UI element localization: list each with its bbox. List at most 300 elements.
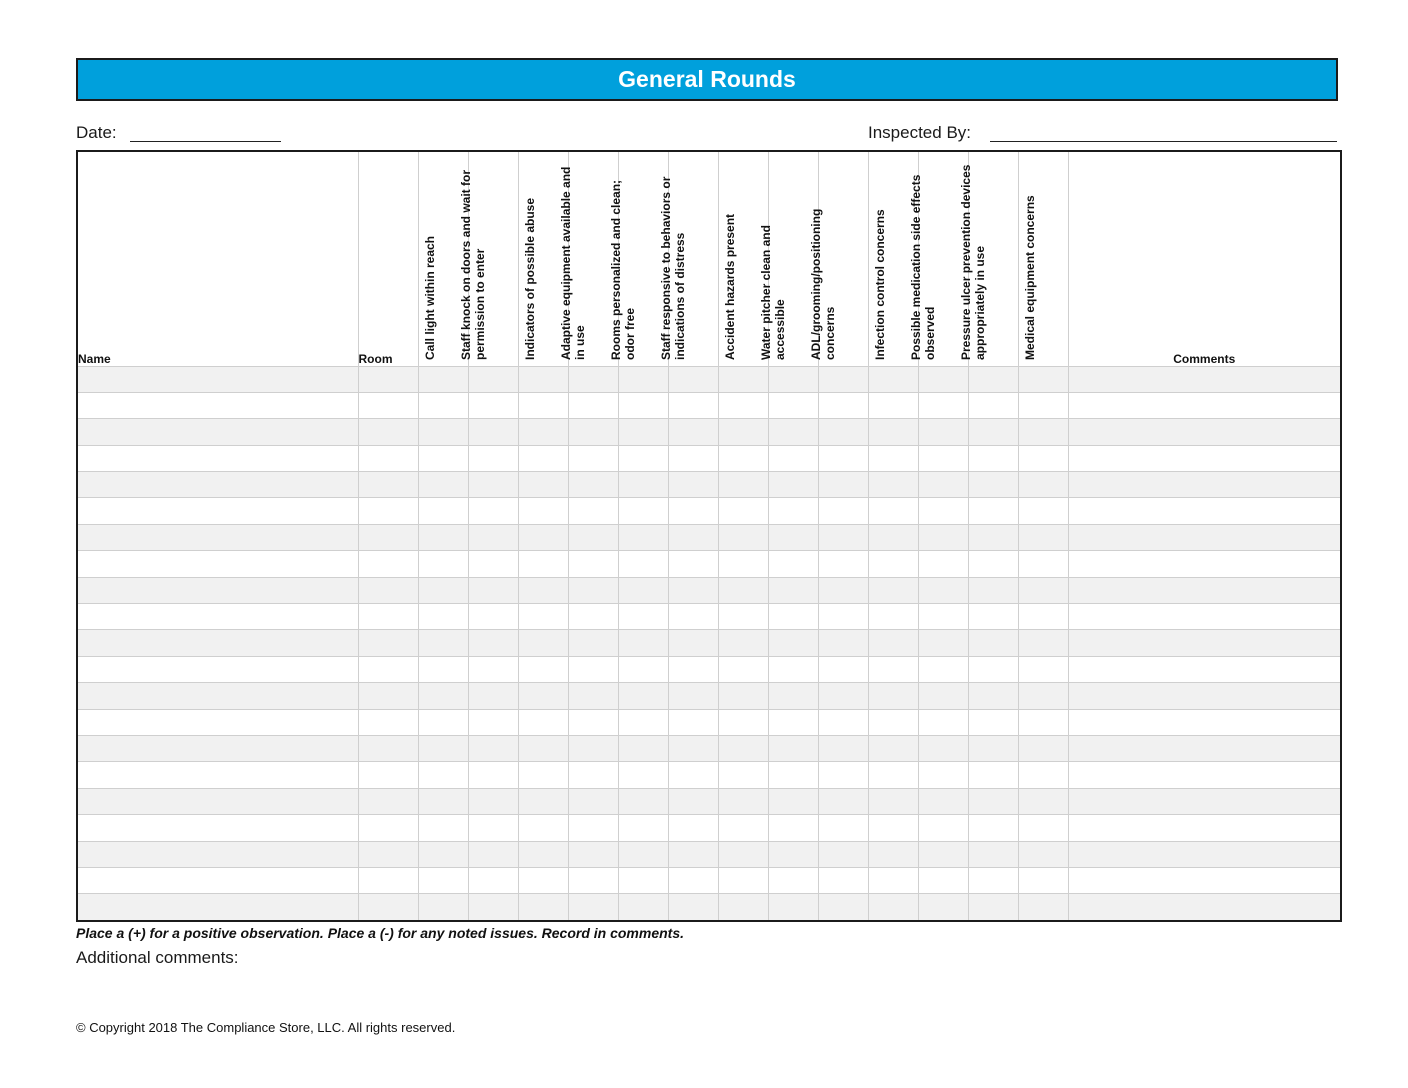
check-cell[interactable] bbox=[818, 815, 868, 841]
check-cell[interactable] bbox=[468, 472, 518, 498]
check-cell[interactable] bbox=[768, 735, 818, 761]
check-cell[interactable] bbox=[768, 366, 818, 392]
check-cell[interactable] bbox=[518, 630, 568, 656]
check-cell[interactable] bbox=[768, 472, 818, 498]
check-cell[interactable] bbox=[918, 604, 968, 630]
room-cell[interactable] bbox=[358, 841, 418, 867]
check-cell[interactable] bbox=[968, 894, 1018, 920]
check-cell[interactable] bbox=[518, 815, 568, 841]
comments-cell[interactable] bbox=[1068, 366, 1340, 392]
check-cell[interactable] bbox=[818, 524, 868, 550]
check-cell[interactable] bbox=[418, 788, 468, 814]
check-cell[interactable] bbox=[868, 445, 918, 471]
check-cell[interactable] bbox=[668, 472, 718, 498]
check-cell[interactable] bbox=[468, 577, 518, 603]
check-cell[interactable] bbox=[618, 392, 668, 418]
check-cell[interactable] bbox=[618, 366, 668, 392]
check-cell[interactable] bbox=[568, 735, 618, 761]
check-cell[interactable] bbox=[768, 683, 818, 709]
room-cell[interactable] bbox=[358, 894, 418, 920]
check-cell[interactable] bbox=[568, 419, 618, 445]
check-cell[interactable] bbox=[418, 604, 468, 630]
check-cell[interactable] bbox=[518, 419, 568, 445]
check-cell[interactable] bbox=[868, 551, 918, 577]
check-cell[interactable] bbox=[668, 762, 718, 788]
check-cell[interactable] bbox=[968, 498, 1018, 524]
check-cell[interactable] bbox=[968, 656, 1018, 682]
comments-cell[interactable] bbox=[1068, 392, 1340, 418]
check-cell[interactable] bbox=[1018, 524, 1068, 550]
check-cell[interactable] bbox=[918, 392, 968, 418]
check-cell[interactable] bbox=[818, 709, 868, 735]
comments-cell[interactable] bbox=[1068, 551, 1340, 577]
check-cell[interactable] bbox=[868, 709, 918, 735]
check-cell[interactable] bbox=[1018, 577, 1068, 603]
check-cell[interactable] bbox=[968, 867, 1018, 893]
check-cell[interactable] bbox=[718, 788, 768, 814]
name-cell[interactable] bbox=[78, 841, 358, 867]
check-cell[interactable] bbox=[618, 867, 668, 893]
name-cell[interactable] bbox=[78, 735, 358, 761]
check-cell[interactable] bbox=[1018, 841, 1068, 867]
check-cell[interactable] bbox=[668, 735, 718, 761]
check-cell[interactable] bbox=[618, 735, 668, 761]
check-cell[interactable] bbox=[968, 709, 1018, 735]
check-cell[interactable] bbox=[1018, 867, 1068, 893]
room-cell[interactable] bbox=[358, 551, 418, 577]
check-cell[interactable] bbox=[868, 815, 918, 841]
room-cell[interactable] bbox=[358, 762, 418, 788]
check-cell[interactable] bbox=[668, 445, 718, 471]
check-cell[interactable] bbox=[868, 841, 918, 867]
check-cell[interactable] bbox=[768, 498, 818, 524]
name-cell[interactable] bbox=[78, 762, 358, 788]
check-cell[interactable] bbox=[968, 419, 1018, 445]
check-cell[interactable] bbox=[868, 392, 918, 418]
check-cell[interactable] bbox=[718, 762, 768, 788]
room-cell[interactable] bbox=[358, 524, 418, 550]
check-cell[interactable] bbox=[668, 392, 718, 418]
check-cell[interactable] bbox=[468, 551, 518, 577]
check-cell[interactable] bbox=[818, 656, 868, 682]
check-cell[interactable] bbox=[668, 366, 718, 392]
check-cell[interactable] bbox=[518, 551, 568, 577]
check-cell[interactable] bbox=[518, 735, 568, 761]
check-cell[interactable] bbox=[818, 392, 868, 418]
check-cell[interactable] bbox=[668, 841, 718, 867]
check-cell[interactable] bbox=[968, 604, 1018, 630]
check-cell[interactable] bbox=[868, 656, 918, 682]
check-cell[interactable] bbox=[918, 788, 968, 814]
check-cell[interactable] bbox=[568, 445, 618, 471]
check-cell[interactable] bbox=[418, 815, 468, 841]
name-cell[interactable] bbox=[78, 894, 358, 920]
room-cell[interactable] bbox=[358, 735, 418, 761]
name-cell[interactable] bbox=[78, 815, 358, 841]
check-cell[interactable] bbox=[1018, 762, 1068, 788]
check-cell[interactable] bbox=[418, 709, 468, 735]
check-cell[interactable] bbox=[768, 815, 818, 841]
comments-cell[interactable] bbox=[1068, 735, 1340, 761]
check-cell[interactable] bbox=[868, 419, 918, 445]
check-cell[interactable] bbox=[568, 366, 618, 392]
check-cell[interactable] bbox=[668, 656, 718, 682]
check-cell[interactable] bbox=[568, 551, 618, 577]
check-cell[interactable] bbox=[418, 867, 468, 893]
check-cell[interactable] bbox=[968, 577, 1018, 603]
check-cell[interactable] bbox=[468, 445, 518, 471]
check-cell[interactable] bbox=[568, 630, 618, 656]
check-cell[interactable] bbox=[468, 419, 518, 445]
check-cell[interactable] bbox=[1018, 683, 1068, 709]
check-cell[interactable] bbox=[418, 551, 468, 577]
check-cell[interactable] bbox=[918, 445, 968, 471]
check-cell[interactable] bbox=[968, 524, 1018, 550]
check-cell[interactable] bbox=[468, 815, 518, 841]
check-cell[interactable] bbox=[568, 472, 618, 498]
room-cell[interactable] bbox=[358, 577, 418, 603]
check-cell[interactable] bbox=[1018, 472, 1068, 498]
comments-cell[interactable] bbox=[1068, 445, 1340, 471]
check-cell[interactable] bbox=[518, 604, 568, 630]
check-cell[interactable] bbox=[918, 630, 968, 656]
comments-cell[interactable] bbox=[1068, 604, 1340, 630]
check-cell[interactable] bbox=[968, 683, 1018, 709]
check-cell[interactable] bbox=[668, 894, 718, 920]
name-cell[interactable] bbox=[78, 392, 358, 418]
check-cell[interactable] bbox=[618, 788, 668, 814]
comments-cell[interactable] bbox=[1068, 656, 1340, 682]
check-cell[interactable] bbox=[718, 551, 768, 577]
check-cell[interactable] bbox=[568, 841, 618, 867]
comments-cell[interactable] bbox=[1068, 472, 1340, 498]
check-cell[interactable] bbox=[768, 762, 818, 788]
check-cell[interactable] bbox=[468, 867, 518, 893]
check-cell[interactable] bbox=[718, 419, 768, 445]
comments-cell[interactable] bbox=[1068, 815, 1340, 841]
check-cell[interactable] bbox=[668, 604, 718, 630]
check-cell[interactable] bbox=[718, 366, 768, 392]
check-cell[interactable] bbox=[818, 762, 868, 788]
check-cell[interactable] bbox=[768, 445, 818, 471]
check-cell[interactable] bbox=[1018, 709, 1068, 735]
check-cell[interactable] bbox=[568, 498, 618, 524]
room-cell[interactable] bbox=[358, 472, 418, 498]
check-cell[interactable] bbox=[818, 366, 868, 392]
check-cell[interactable] bbox=[468, 762, 518, 788]
check-cell[interactable] bbox=[818, 867, 868, 893]
check-cell[interactable] bbox=[468, 735, 518, 761]
name-cell[interactable] bbox=[78, 788, 358, 814]
check-cell[interactable] bbox=[768, 894, 818, 920]
check-cell[interactable] bbox=[768, 788, 818, 814]
check-cell[interactable] bbox=[718, 498, 768, 524]
name-cell[interactable] bbox=[78, 709, 358, 735]
check-cell[interactable] bbox=[918, 762, 968, 788]
check-cell[interactable] bbox=[968, 445, 1018, 471]
check-cell[interactable] bbox=[518, 867, 568, 893]
name-cell[interactable] bbox=[78, 551, 358, 577]
check-cell[interactable] bbox=[968, 630, 1018, 656]
check-cell[interactable] bbox=[768, 709, 818, 735]
inspected-by-field[interactable] bbox=[990, 141, 1337, 142]
check-cell[interactable] bbox=[618, 841, 668, 867]
check-cell[interactable] bbox=[718, 472, 768, 498]
check-cell[interactable] bbox=[968, 366, 1018, 392]
room-cell[interactable] bbox=[358, 392, 418, 418]
check-cell[interactable] bbox=[868, 762, 918, 788]
check-cell[interactable] bbox=[468, 841, 518, 867]
check-cell[interactable] bbox=[668, 867, 718, 893]
check-cell[interactable] bbox=[868, 630, 918, 656]
check-cell[interactable] bbox=[618, 577, 668, 603]
check-cell[interactable] bbox=[468, 498, 518, 524]
check-cell[interactable] bbox=[468, 392, 518, 418]
check-cell[interactable] bbox=[418, 894, 468, 920]
room-cell[interactable] bbox=[358, 788, 418, 814]
check-cell[interactable] bbox=[918, 498, 968, 524]
check-cell[interactable] bbox=[468, 709, 518, 735]
check-cell[interactable] bbox=[818, 683, 868, 709]
name-cell[interactable] bbox=[78, 498, 358, 524]
name-cell[interactable] bbox=[78, 604, 358, 630]
check-cell[interactable] bbox=[618, 815, 668, 841]
check-cell[interactable] bbox=[518, 841, 568, 867]
check-cell[interactable] bbox=[818, 841, 868, 867]
check-cell[interactable] bbox=[968, 472, 1018, 498]
check-cell[interactable] bbox=[868, 683, 918, 709]
check-cell[interactable] bbox=[418, 841, 468, 867]
check-cell[interactable] bbox=[918, 577, 968, 603]
name-cell[interactable] bbox=[78, 524, 358, 550]
check-cell[interactable] bbox=[618, 709, 668, 735]
check-cell[interactable] bbox=[518, 709, 568, 735]
check-cell[interactable] bbox=[918, 683, 968, 709]
check-cell[interactable] bbox=[718, 392, 768, 418]
check-cell[interactable] bbox=[1018, 498, 1068, 524]
check-cell[interactable] bbox=[768, 577, 818, 603]
check-cell[interactable] bbox=[668, 524, 718, 550]
check-cell[interactable] bbox=[918, 366, 968, 392]
comments-cell[interactable] bbox=[1068, 894, 1340, 920]
check-cell[interactable] bbox=[718, 841, 768, 867]
room-cell[interactable] bbox=[358, 656, 418, 682]
check-cell[interactable] bbox=[518, 656, 568, 682]
check-cell[interactable] bbox=[968, 788, 1018, 814]
comments-cell[interactable] bbox=[1068, 867, 1340, 893]
room-cell[interactable] bbox=[358, 445, 418, 471]
check-cell[interactable] bbox=[718, 656, 768, 682]
check-cell[interactable] bbox=[768, 867, 818, 893]
check-cell[interactable] bbox=[568, 709, 618, 735]
check-cell[interactable] bbox=[818, 788, 868, 814]
room-cell[interactable] bbox=[358, 867, 418, 893]
check-cell[interactable] bbox=[918, 841, 968, 867]
check-cell[interactable] bbox=[918, 709, 968, 735]
check-cell[interactable] bbox=[868, 472, 918, 498]
name-cell[interactable] bbox=[78, 867, 358, 893]
check-cell[interactable] bbox=[768, 419, 818, 445]
check-cell[interactable] bbox=[1018, 604, 1068, 630]
check-cell[interactable] bbox=[618, 630, 668, 656]
room-cell[interactable] bbox=[358, 815, 418, 841]
check-cell[interactable] bbox=[718, 683, 768, 709]
check-cell[interactable] bbox=[768, 841, 818, 867]
room-cell[interactable] bbox=[358, 683, 418, 709]
comments-cell[interactable] bbox=[1068, 709, 1340, 735]
check-cell[interactable] bbox=[518, 472, 568, 498]
check-cell[interactable] bbox=[818, 894, 868, 920]
check-cell[interactable] bbox=[568, 815, 618, 841]
check-cell[interactable] bbox=[668, 788, 718, 814]
check-cell[interactable] bbox=[618, 498, 668, 524]
check-cell[interactable] bbox=[418, 762, 468, 788]
check-cell[interactable] bbox=[668, 709, 718, 735]
check-cell[interactable] bbox=[568, 577, 618, 603]
check-cell[interactable] bbox=[768, 524, 818, 550]
check-cell[interactable] bbox=[818, 472, 868, 498]
check-cell[interactable] bbox=[918, 867, 968, 893]
check-cell[interactable] bbox=[668, 630, 718, 656]
check-cell[interactable] bbox=[468, 656, 518, 682]
check-cell[interactable] bbox=[668, 683, 718, 709]
check-cell[interactable] bbox=[1018, 735, 1068, 761]
check-cell[interactable] bbox=[918, 472, 968, 498]
check-cell[interactable] bbox=[1018, 366, 1068, 392]
check-cell[interactable] bbox=[618, 894, 668, 920]
name-cell[interactable] bbox=[78, 577, 358, 603]
check-cell[interactable] bbox=[768, 630, 818, 656]
check-cell[interactable] bbox=[618, 762, 668, 788]
check-cell[interactable] bbox=[568, 683, 618, 709]
name-cell[interactable] bbox=[78, 630, 358, 656]
check-cell[interactable] bbox=[418, 498, 468, 524]
check-cell[interactable] bbox=[718, 815, 768, 841]
check-cell[interactable] bbox=[618, 472, 668, 498]
check-cell[interactable] bbox=[668, 551, 718, 577]
check-cell[interactable] bbox=[818, 604, 868, 630]
check-cell[interactable] bbox=[668, 577, 718, 603]
check-cell[interactable] bbox=[518, 498, 568, 524]
check-cell[interactable] bbox=[968, 841, 1018, 867]
check-cell[interactable] bbox=[618, 445, 668, 471]
comments-cell[interactable] bbox=[1068, 524, 1340, 550]
check-cell[interactable] bbox=[718, 577, 768, 603]
check-cell[interactable] bbox=[868, 867, 918, 893]
check-cell[interactable] bbox=[418, 524, 468, 550]
check-cell[interactable] bbox=[868, 577, 918, 603]
check-cell[interactable] bbox=[518, 524, 568, 550]
check-cell[interactable] bbox=[1018, 392, 1068, 418]
check-cell[interactable] bbox=[518, 366, 568, 392]
check-cell[interactable] bbox=[968, 735, 1018, 761]
check-cell[interactable] bbox=[718, 894, 768, 920]
check-cell[interactable] bbox=[418, 445, 468, 471]
comments-cell[interactable] bbox=[1068, 683, 1340, 709]
check-cell[interactable] bbox=[618, 524, 668, 550]
check-cell[interactable] bbox=[668, 498, 718, 524]
check-cell[interactable] bbox=[918, 894, 968, 920]
room-cell[interactable] bbox=[358, 630, 418, 656]
check-cell[interactable] bbox=[1018, 894, 1068, 920]
comments-cell[interactable] bbox=[1068, 841, 1340, 867]
check-cell[interactable] bbox=[818, 445, 868, 471]
check-cell[interactable] bbox=[718, 524, 768, 550]
check-cell[interactable] bbox=[868, 524, 918, 550]
name-cell[interactable] bbox=[78, 656, 358, 682]
check-cell[interactable] bbox=[1018, 419, 1068, 445]
check-cell[interactable] bbox=[968, 551, 1018, 577]
check-cell[interactable] bbox=[468, 366, 518, 392]
check-cell[interactable] bbox=[918, 735, 968, 761]
check-cell[interactable] bbox=[718, 867, 768, 893]
check-cell[interactable] bbox=[568, 894, 618, 920]
check-cell[interactable] bbox=[918, 551, 968, 577]
check-cell[interactable] bbox=[918, 815, 968, 841]
check-cell[interactable] bbox=[468, 894, 518, 920]
check-cell[interactable] bbox=[418, 366, 468, 392]
check-cell[interactable] bbox=[518, 577, 568, 603]
check-cell[interactable] bbox=[418, 683, 468, 709]
check-cell[interactable] bbox=[868, 788, 918, 814]
check-cell[interactable] bbox=[768, 656, 818, 682]
check-cell[interactable] bbox=[1018, 445, 1068, 471]
name-cell[interactable] bbox=[78, 445, 358, 471]
check-cell[interactable] bbox=[418, 656, 468, 682]
check-cell[interactable] bbox=[818, 735, 868, 761]
check-cell[interactable] bbox=[668, 419, 718, 445]
check-cell[interactable] bbox=[868, 735, 918, 761]
check-cell[interactable] bbox=[918, 656, 968, 682]
check-cell[interactable] bbox=[818, 630, 868, 656]
check-cell[interactable] bbox=[968, 815, 1018, 841]
check-cell[interactable] bbox=[568, 604, 618, 630]
check-cell[interactable] bbox=[518, 762, 568, 788]
check-cell[interactable] bbox=[418, 472, 468, 498]
check-cell[interactable] bbox=[568, 524, 618, 550]
check-cell[interactable] bbox=[718, 445, 768, 471]
check-cell[interactable] bbox=[518, 683, 568, 709]
check-cell[interactable] bbox=[1018, 656, 1068, 682]
check-cell[interactable] bbox=[1018, 815, 1068, 841]
check-cell[interactable] bbox=[618, 551, 668, 577]
check-cell[interactable] bbox=[468, 524, 518, 550]
comments-cell[interactable] bbox=[1068, 577, 1340, 603]
check-cell[interactable] bbox=[468, 630, 518, 656]
check-cell[interactable] bbox=[418, 392, 468, 418]
room-cell[interactable] bbox=[358, 366, 418, 392]
check-cell[interactable] bbox=[518, 894, 568, 920]
name-cell[interactable] bbox=[78, 683, 358, 709]
check-cell[interactable] bbox=[718, 735, 768, 761]
check-cell[interactable] bbox=[868, 604, 918, 630]
check-cell[interactable] bbox=[618, 604, 668, 630]
room-cell[interactable] bbox=[358, 419, 418, 445]
check-cell[interactable] bbox=[418, 735, 468, 761]
check-cell[interactable] bbox=[568, 867, 618, 893]
comments-cell[interactable] bbox=[1068, 762, 1340, 788]
comments-cell[interactable] bbox=[1068, 419, 1340, 445]
check-cell[interactable] bbox=[568, 762, 618, 788]
check-cell[interactable] bbox=[818, 498, 868, 524]
check-cell[interactable] bbox=[818, 577, 868, 603]
comments-cell[interactable] bbox=[1068, 630, 1340, 656]
check-cell[interactable] bbox=[468, 604, 518, 630]
check-cell[interactable] bbox=[868, 498, 918, 524]
check-cell[interactable] bbox=[718, 604, 768, 630]
check-cell[interactable] bbox=[768, 392, 818, 418]
check-cell[interactable] bbox=[418, 577, 468, 603]
